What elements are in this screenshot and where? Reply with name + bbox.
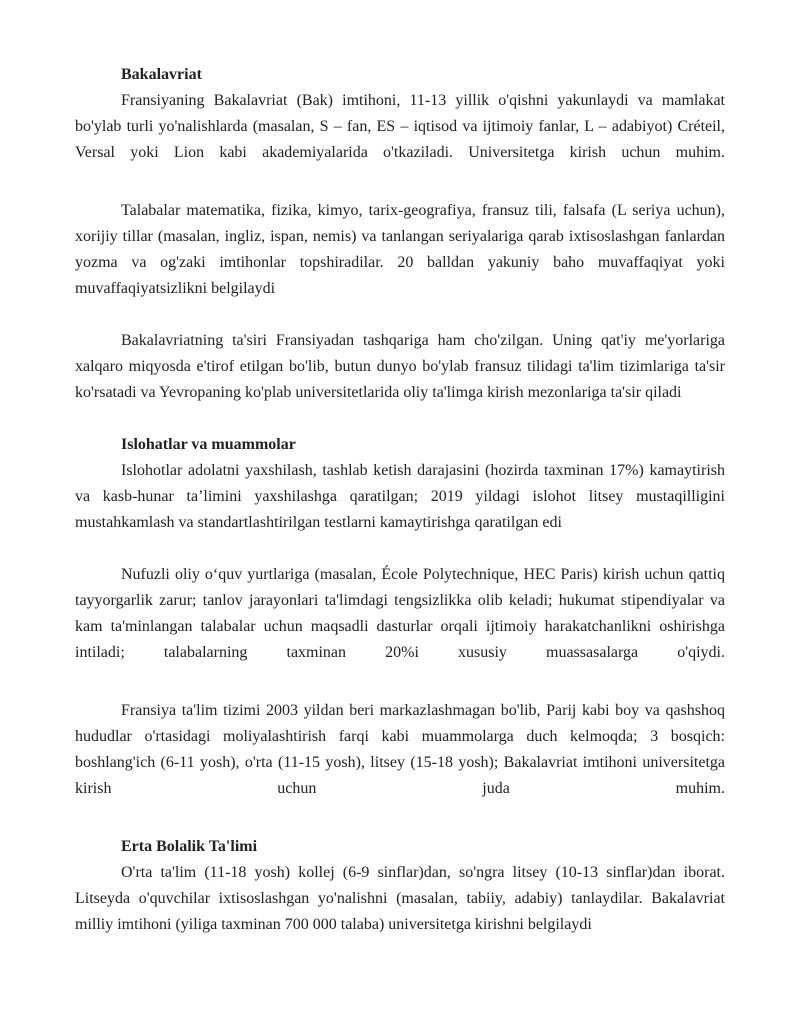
paragraph-reforms-system: Fransiya ta'lim tizimi 2003 yildan beri markazlashmagan bo'lib, Parij kabi boy va qashshoq hududlar o'rtasidagi moliyalashtirish farqi kabi muammolarga duch kelmoqda; 3 bosqich: boshlang'ich (6-11 yosh), o'rta (11-15 yosh), litsey (15-18 yosh); Bakalavriat imtihoni universitetga kirish uchun juda muhim. bbox=[75, 702, 725, 797]
section-heading-bakalavriat: Bakalavriat bbox=[121, 66, 202, 83]
paragraph-gap bbox=[75, 536, 725, 562]
paragraph-bak-influence: Bakalavriatning ta'siri Fransiyadan tashqariga ham cho'zilgan. Uning qat'iy me'yorlariga xalqaro miqyosda e'tirof etilgan bo'lib, butun dunyo bo'ylab fransuz tilidagi ta'lim tizimlariga ta'sir ko'rsatadi va Yevropaning ko'plab universitetlarida oliy ta'limga kirish mezonlariga ta'sir qiladi bbox=[75, 332, 725, 401]
document-page bbox=[75, 62, 725, 938]
paragraph-gap bbox=[75, 406, 725, 432]
section-heading-early-education: Erta Bolalik Ta'limi bbox=[121, 838, 258, 855]
paragraph-gap bbox=[75, 302, 725, 328]
paragraph-bak-subjects: Talabalar matematika, fizika, kimyo, tarix-geografiya, fransuz tili, falsafa (L seriya uchun), xorijiy tillar (masalan, ingliz, ispan, nemis) va tanlangan seriyalariga qarab ixtisoslashgan fanlardan yozma va og'zaki imtihonlar topshiradilar. 20 balldan yakuniy baho muvaffaqiyat yoki muvaffaqiyatsizlikni belgilaydi bbox=[75, 202, 725, 297]
section-heading-reforms: Islohatlar va muammolar bbox=[121, 436, 296, 453]
paragraph-gap bbox=[75, 666, 725, 698]
paragraph-gap bbox=[75, 802, 725, 834]
paragraph-reforms-goals: Islohotlar adolatni yaxshilash, tashlab ketish darajasini (hozirda taxminan 17%) kamaytirish va kasb-hunar ta’limini yaxshilashga qaratilgan; 2019 yildagi islohot litsey mustaqilligini mustahkamlash va standartlashtirilgan testlarni kamaytirishga qaratilgan edi bbox=[75, 462, 725, 531]
paragraph-secondary-education: O'rta ta'lim (11-18 yosh) kollej (6-9 sinflar)dan, so'ngra litsey (10-13 sinflar)dan iborat. Litseyda o'quvchilar ixtisoslashgan yo'nalishni (masalan, tabiiy, adabiy) tanlaydilar. Bakalavriat milliy imtihoni (yiliga taxminan 700 000 talaba) universitetga kirishni belgilaydi bbox=[75, 864, 725, 933]
paragraph-reforms-elite: Nufuzli oliy o‘quv yurtlariga (masalan, École Polytechnique, HEC Paris) kirish uchun qattiq tayyorgarlik zarur; tanlov jarayonlari ta'limdagi tengsizlikka olib keladi; hukumat stipendiyalar va kam ta'minlangan talabalar uchun maqsadli dasturlar orqali ijtimoiy harakatchanlikni oshirishga intiladi; talabalarning taxminan 20%i xususiy muassasalarga o'qiydi. bbox=[75, 566, 725, 661]
paragraph-gap bbox=[75, 166, 725, 198]
paragraph-bak-intro: Fransiyaning Bakalavriat (Bak) imtihoni, 11-13 yillik o'qishni yakunlaydi va mamlakat bo'ylab turli yo'nalishlarda (masalan, S – fan, ES – iqtisod va ijtimoiy fanlar, L – adabiyot) Créteil, Versal yoki Lion kabi akademiyalarida o'tkaziladi. Universitetga kirish uchun muhim. bbox=[75, 92, 725, 161]
